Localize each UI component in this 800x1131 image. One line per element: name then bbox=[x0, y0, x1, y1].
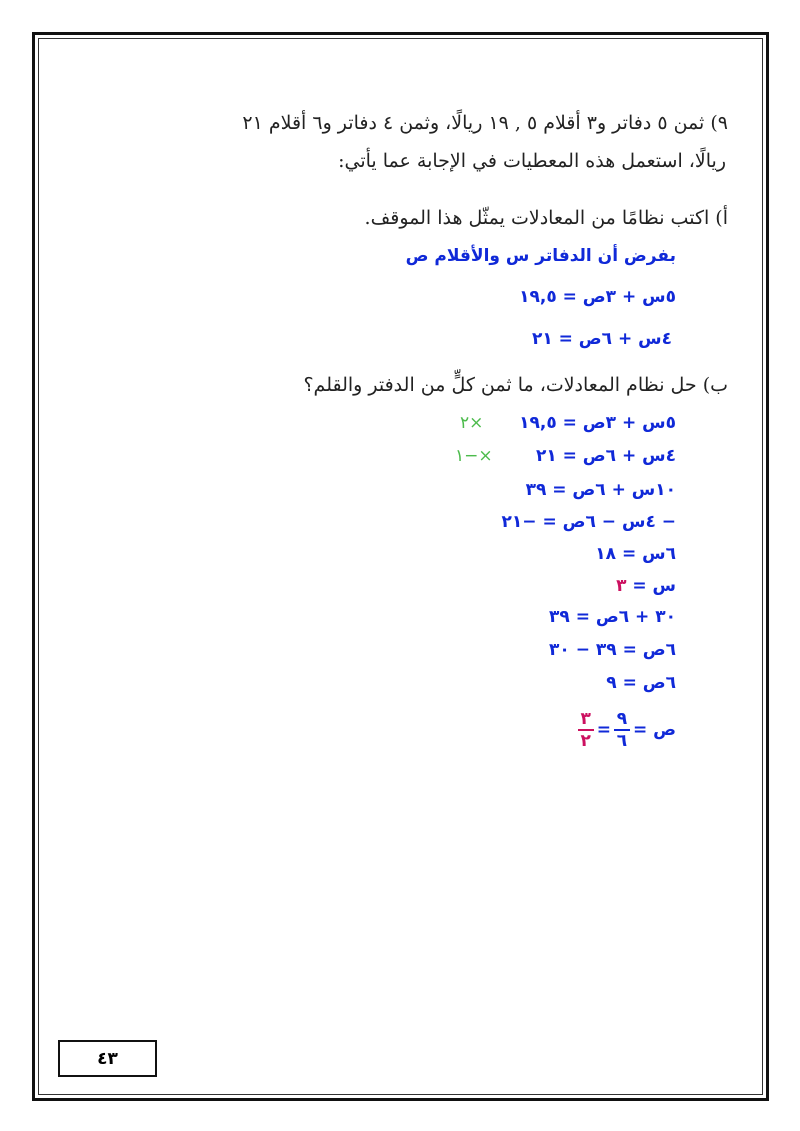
step-3: ١٠س + ٦ص = ٣٩ bbox=[525, 480, 676, 500]
part-a-prompt: أ) اكتب نظامًا من المعادلات يمثّل هذا الموقف. bbox=[364, 207, 728, 229]
step-5: ٦س = ١٨ bbox=[595, 544, 676, 564]
assumption: بفرض أن الدفاتر س والأقلام ص bbox=[405, 246, 676, 266]
part-b-prompt: ب) حل نظام المعادلات، ما ثمن كلٍّ من الدفتر والقلم؟ bbox=[303, 374, 728, 396]
equation-b2: ٤س + ٦ص = ٢١ bbox=[535, 446, 676, 466]
x-value: ٣ bbox=[616, 576, 627, 596]
page-border-inner bbox=[38, 38, 763, 1095]
equation-a1: ٥س + ٣ص = ١٩,٥ bbox=[519, 287, 676, 307]
final-answer: ص = ٩ ٦ = ٣ ٢ bbox=[578, 710, 676, 750]
step-6-lhs: س = bbox=[632, 576, 676, 596]
final-lhs: ص = bbox=[632, 720, 676, 740]
step-7: ٣٠ + ٦ص = ٣٩ bbox=[549, 607, 676, 627]
step-8: ٦ص = ٣٩ − ٣٠ bbox=[549, 640, 676, 660]
multiply-note-1: ×٢ bbox=[460, 413, 484, 433]
page-number: ٤٣ bbox=[58, 1040, 157, 1077]
step-6 bbox=[616, 576, 676, 596]
step-9: ٦ص = ٩ bbox=[606, 673, 676, 693]
fraction-denominator: ٦ bbox=[616, 731, 628, 751]
equation-a2: ٤س + ٦ص = ٢١ bbox=[531, 329, 672, 349]
equation-b1: ٥س + ٣ص = ١٩,٥ bbox=[519, 413, 676, 433]
fraction-3-2 bbox=[578, 710, 594, 750]
question-line-2: ريالًا، استعمل هذه المعطيات في الإجابة عما يأتي: bbox=[338, 150, 726, 172]
step-4: − ٤س − ٦ص = −٢١ bbox=[501, 512, 676, 532]
fraction-denominator: ٢ bbox=[580, 731, 591, 751]
multiply-note-2: ×−١ bbox=[455, 446, 493, 466]
fraction-9-6 bbox=[614, 710, 630, 750]
question-line-1: ٩) ثمن ٥ دفاتر و٣ أقلام ٥ , ١٩ ريالًا، وثمن ٤ دفاتر و٦ أقلام ٢١ bbox=[242, 112, 728, 134]
fraction-numerator: ٩ bbox=[616, 709, 628, 729]
fraction-numerator: ٣ bbox=[580, 709, 591, 729]
